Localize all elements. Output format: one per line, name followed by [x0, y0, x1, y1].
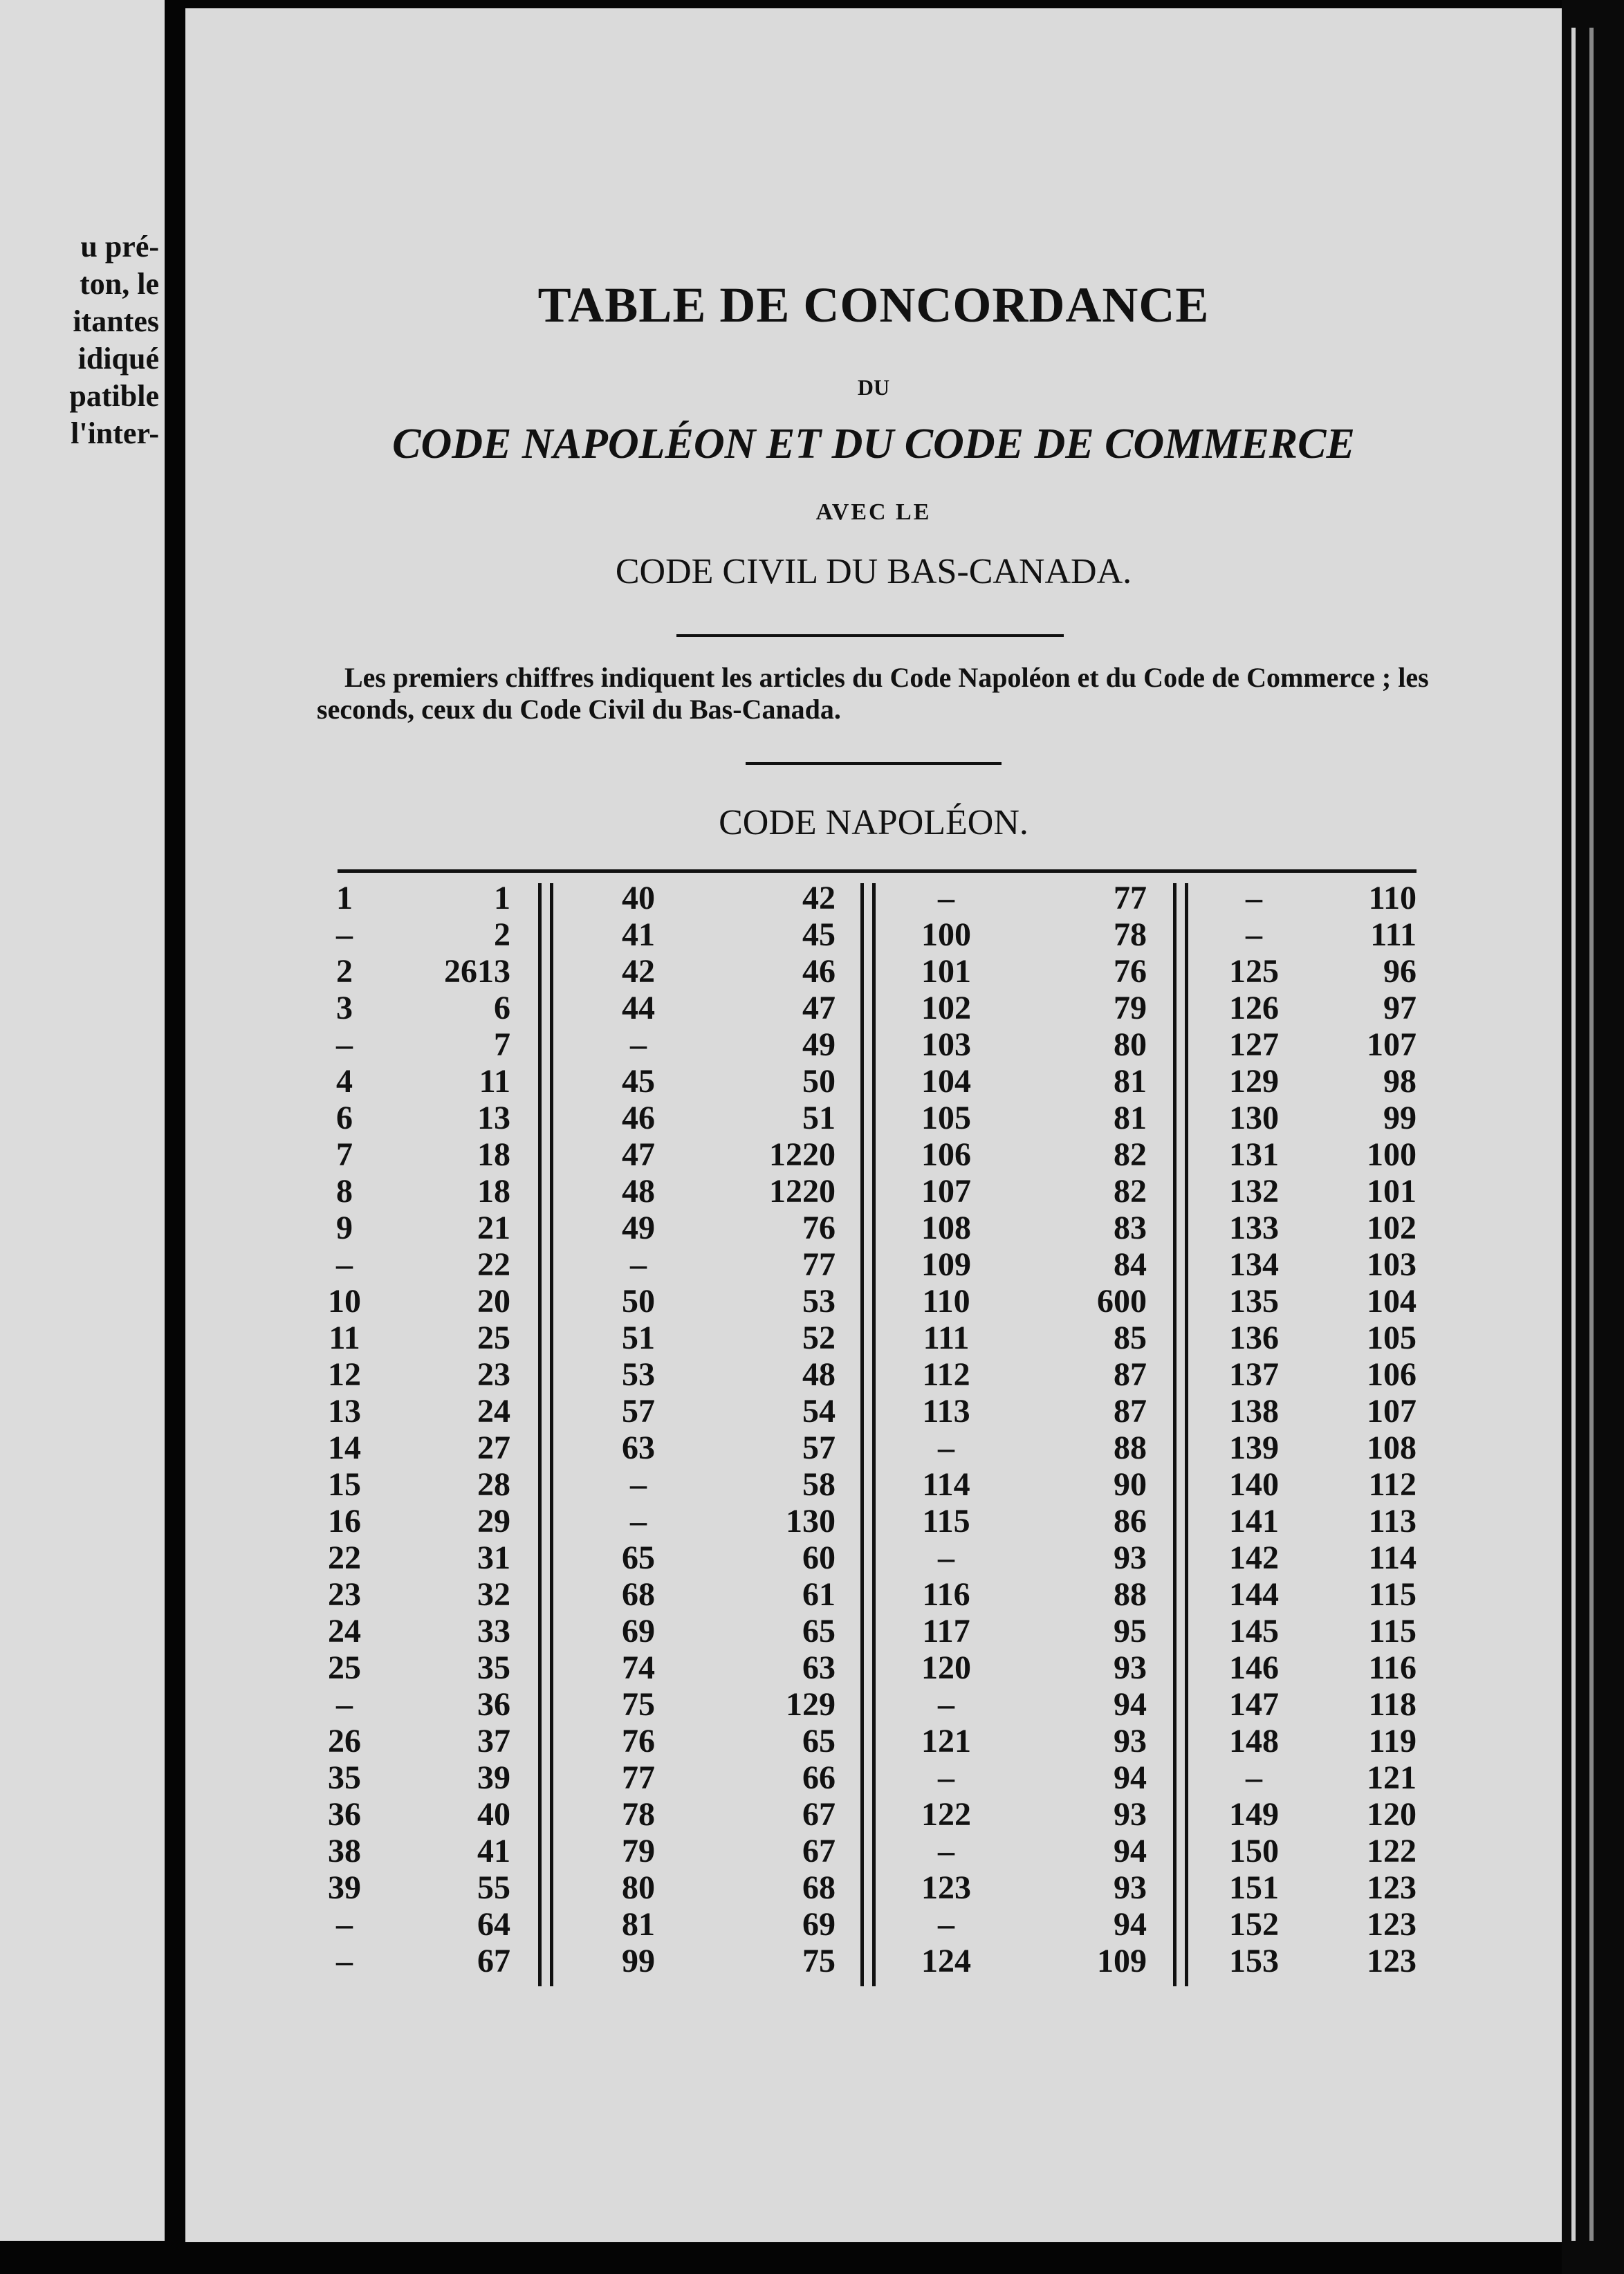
table-cell: 47	[622, 1136, 655, 1173]
title-connector-avec: AVEC LE	[815, 499, 932, 525]
table-cell: 107	[1367, 1393, 1417, 1430]
table-cell: 77	[1114, 880, 1147, 916]
table-cell: 21	[477, 1210, 510, 1246]
table-cell: 13	[328, 1393, 361, 1430]
table-cell: 36	[477, 1686, 510, 1723]
table-cell: 122	[921, 1796, 971, 1833]
page-subtitle: CODE NAPOLÉON ET DU CODE DE COMMERCE	[392, 420, 1355, 468]
table-cell: 46	[622, 1100, 655, 1136]
table-cell: 48	[622, 1173, 655, 1210]
table-cell: 147	[1229, 1686, 1279, 1723]
table-cell: 133	[1229, 1210, 1279, 1246]
table-cell: 80	[1114, 1026, 1147, 1063]
table-cell: –	[336, 1943, 353, 1979]
table-cell: 68	[622, 1576, 655, 1613]
table-cell: 2	[336, 953, 353, 990]
table-cell: 65	[622, 1540, 655, 1576]
table-cell: 132	[1229, 1173, 1279, 1210]
table-cell: 16	[328, 1503, 361, 1540]
table-cell: 40	[622, 880, 655, 916]
table-cell: 93	[1114, 1869, 1147, 1906]
table-cell: 112	[922, 1356, 970, 1393]
table-cell: 82	[1114, 1173, 1147, 1210]
table-cell: 152	[1229, 1906, 1279, 1943]
table-cell: 101	[921, 953, 971, 990]
table-cell: 42	[802, 880, 836, 916]
table-cell: 115	[1368, 1576, 1417, 1613]
table-cell: 1	[494, 880, 510, 916]
table-cell: 7	[494, 1026, 510, 1063]
column-code-napoleon-4	[1219, 880, 1289, 1979]
table-cell: 80	[622, 1869, 655, 1906]
table-cell: 115	[1368, 1613, 1417, 1649]
table-cell: 15	[328, 1466, 361, 1503]
table-cell: 32	[477, 1576, 510, 1613]
table-cell: 103	[1367, 1246, 1417, 1283]
table-cell: 121	[1367, 1759, 1417, 1796]
table-cell: 99	[1383, 1100, 1417, 1136]
table-cell: 113	[922, 1393, 970, 1430]
table-cell: 65	[802, 1613, 836, 1649]
table-cell: 121	[921, 1723, 971, 1759]
table-cell: 108	[1367, 1430, 1417, 1466]
table-cell: 39	[328, 1869, 361, 1906]
table-cell: 39	[477, 1759, 510, 1796]
table-cell: 14	[328, 1430, 361, 1466]
table-cell: 151	[1229, 1869, 1279, 1906]
table-cell: 67	[802, 1796, 836, 1833]
table-cell: 114	[1368, 1540, 1417, 1576]
table-cell: 77	[622, 1759, 655, 1796]
table-cell: –	[938, 1759, 954, 1796]
table-cell: 123	[1367, 1906, 1417, 1943]
title-connector-du: DU	[857, 375, 890, 400]
table-cell: 22	[328, 1540, 361, 1576]
table-cell: 75	[622, 1686, 655, 1723]
table-cell: 100	[1367, 1136, 1417, 1173]
table-cell: 75	[802, 1943, 836, 1979]
table-cell: –	[630, 1026, 647, 1063]
table-cell: 37	[477, 1723, 510, 1759]
table-cell: 48	[802, 1356, 836, 1393]
table-cell: 24	[477, 1393, 510, 1430]
column-separator	[860, 883, 876, 1986]
table-cell: 47	[802, 990, 836, 1026]
table-cell: 4	[336, 1063, 353, 1100]
table-cell: 61	[802, 1576, 836, 1613]
table-cell: 93	[1114, 1540, 1147, 1576]
table-cell: –	[938, 880, 954, 916]
page-title: TABLE DE CONCORDANCE	[537, 277, 1210, 333]
table-cell: 74	[622, 1649, 655, 1686]
table-cell: 51	[802, 1100, 836, 1136]
table-cell: 57	[622, 1393, 655, 1430]
table-cell: 26	[328, 1723, 361, 1759]
previous-page-text: u pré- ton, le itantes idiqué patible l'inter-	[69, 230, 159, 450]
table-cell: 112	[1368, 1466, 1417, 1503]
table-cell: 6	[336, 1100, 353, 1136]
table-cell: 111	[1370, 916, 1417, 953]
table-cell: 25	[477, 1320, 510, 1356]
table-cell: 110	[1368, 880, 1417, 916]
table-cell: 130	[786, 1503, 836, 1540]
table-cell: 11	[329, 1320, 360, 1356]
table-cell: 6	[494, 990, 510, 1026]
table-cell: 124	[921, 1943, 971, 1979]
table-cell: 60	[802, 1540, 836, 1576]
table-cell: –	[1246, 1759, 1262, 1796]
table-cell: 119	[1368, 1723, 1417, 1759]
page-subtitle-2: CODE CIVIL DU BAS-CANADA.	[615, 552, 1132, 591]
table-cell: 114	[922, 1466, 970, 1503]
table-cell: 131	[1229, 1136, 1279, 1173]
table-cell: –	[1246, 880, 1262, 916]
table-cell: 153	[1229, 1943, 1279, 1979]
table-cell: 41	[622, 916, 655, 953]
table-cell: 127	[1229, 1026, 1279, 1063]
table-cell: 85	[1114, 1320, 1147, 1356]
table-cell: 134	[1229, 1246, 1279, 1283]
table-cell: 104	[1367, 1283, 1417, 1320]
table-cell: 44	[622, 990, 655, 1026]
table-cell: 76	[1114, 953, 1147, 990]
table-cell: 68	[802, 1869, 836, 1906]
table-cell: 94	[1114, 1906, 1147, 1943]
table-cell: 3	[336, 990, 353, 1026]
table-cell: 1220	[769, 1173, 836, 1210]
table-cell: 1220	[769, 1136, 836, 1173]
table-cell: 27	[477, 1430, 510, 1466]
table-cell: 150	[1229, 1833, 1279, 1869]
table-cell: 57	[802, 1430, 836, 1466]
table-cell: 104	[921, 1063, 971, 1100]
table-cell: 129	[1229, 1063, 1279, 1100]
previous-page	[0, 0, 165, 2241]
table-cell: 50	[802, 1063, 836, 1100]
table-cell: 93	[1114, 1649, 1147, 1686]
table-cell: 106	[921, 1136, 971, 1173]
table-cell: 88	[1114, 1430, 1147, 1466]
table-cell: 2613	[444, 953, 510, 990]
table-cell: 79	[1114, 990, 1147, 1026]
table-cell: 13	[477, 1100, 510, 1136]
table-cell: 93	[1114, 1723, 1147, 1759]
table-cell: 22	[477, 1246, 510, 1283]
table-cell: 109	[921, 1246, 971, 1283]
table-cell: 123	[1367, 1943, 1417, 1979]
table-cell: 67	[802, 1833, 836, 1869]
table-cell: 65	[802, 1723, 836, 1759]
table-cell: 2	[494, 916, 510, 953]
page	[185, 8, 1562, 2242]
table-cell: 82	[1114, 1136, 1147, 1173]
table-cell: 109	[1097, 1943, 1147, 1979]
table-cell: –	[1246, 916, 1262, 953]
table-cell: 78	[622, 1796, 655, 1833]
table-cell: 116	[922, 1576, 970, 1613]
table-cell: 8	[336, 1173, 353, 1210]
column-separator	[538, 883, 553, 1986]
table-cell: 107	[1367, 1026, 1417, 1063]
table-cell: 49	[622, 1210, 655, 1246]
table-cell: 135	[1229, 1283, 1279, 1320]
table-cell: 100	[921, 916, 971, 953]
table-cell: 93	[1114, 1796, 1147, 1833]
table-cell: 106	[1367, 1356, 1417, 1393]
table-cell: 67	[477, 1943, 510, 1979]
table-cell: 111	[923, 1320, 970, 1356]
table-cell: 33	[477, 1613, 510, 1649]
table-cell: 83	[1114, 1210, 1147, 1246]
table-cell: 113	[1368, 1503, 1417, 1540]
table-cell: 23	[477, 1356, 510, 1393]
table-cell: 120	[921, 1649, 971, 1686]
explanatory-note: Les premiers chiffres indiquent les articles du Code Napoléon et du Code de Commerce ; les seconds, ceux du Code Civil du Bas-Canada.	[317, 662, 1429, 725]
table-cell: 11	[479, 1063, 510, 1100]
table-cell: 53	[622, 1356, 655, 1393]
table-cell: 116	[1368, 1649, 1417, 1686]
table-cell: 142	[1229, 1540, 1279, 1576]
table-cell: 51	[622, 1320, 655, 1356]
table-cell: 63	[802, 1649, 836, 1686]
table-cell: 81	[622, 1906, 655, 1943]
table-cell: 40	[477, 1796, 510, 1833]
table-cell: 139	[1229, 1430, 1279, 1466]
table-cell: 76	[802, 1210, 836, 1246]
column-code-napoleon-3	[912, 880, 981, 1979]
table-cell: –	[630, 1503, 647, 1540]
table-cell: 118	[1368, 1686, 1417, 1723]
table-cell: 18	[477, 1173, 510, 1210]
table-cell: 107	[921, 1173, 971, 1210]
table-cell: 1	[336, 880, 353, 916]
table-cell: 145	[1229, 1613, 1279, 1649]
column-separator	[1173, 883, 1188, 1986]
table-cell: 87	[1114, 1356, 1147, 1393]
table-cell: 102	[1367, 1210, 1417, 1246]
table-cell: 31	[477, 1540, 510, 1576]
column-code-civil-2	[739, 880, 836, 1979]
table-cell: –	[938, 1833, 954, 1869]
table-cell: 84	[1114, 1246, 1147, 1283]
table-cell: 88	[1114, 1576, 1147, 1613]
table-cell: 95	[1114, 1613, 1147, 1649]
table-cell: –	[630, 1466, 647, 1503]
table-cell: 120	[1367, 1796, 1417, 1833]
table-cell: 58	[802, 1466, 836, 1503]
table-cell: 20	[477, 1283, 510, 1320]
table-cell: 102	[921, 990, 971, 1026]
table-cell: 138	[1229, 1393, 1279, 1430]
table-cell: –	[336, 1686, 353, 1723]
table-cell: 123	[1367, 1869, 1417, 1906]
table-cell: 24	[328, 1613, 361, 1649]
table-cell: 69	[622, 1613, 655, 1649]
book-gutter	[165, 0, 185, 2274]
table-cell: 50	[622, 1283, 655, 1320]
table-cell: 117	[922, 1613, 970, 1649]
table-cell: 42	[622, 953, 655, 990]
table-cell: 78	[1114, 916, 1147, 953]
table-cell: 38	[328, 1833, 361, 1869]
table-cell: 69	[802, 1906, 836, 1943]
table-cell: 7	[336, 1136, 353, 1173]
table-cell: 35	[328, 1759, 361, 1796]
table-cell: 66	[802, 1759, 836, 1796]
table-cell: 25	[328, 1649, 361, 1686]
column-code-napoleon-1	[324, 880, 365, 1979]
table-cell: 49	[802, 1026, 836, 1063]
table-cell: 140	[1229, 1466, 1279, 1503]
table-cell: 45	[622, 1063, 655, 1100]
table-cell: 98	[1383, 1063, 1417, 1100]
table-cell: –	[938, 1540, 954, 1576]
column-code-civil-4	[1327, 880, 1417, 1979]
right-page-edge	[1562, 0, 1624, 2274]
table-cell: 52	[802, 1320, 836, 1356]
table-cell: –	[336, 1906, 353, 1943]
table-cell: 110	[922, 1283, 970, 1320]
table-cell: 130	[1229, 1100, 1279, 1136]
table-cell: 97	[1383, 990, 1417, 1026]
table-cell: 12	[328, 1356, 361, 1393]
table-cell: 126	[1229, 990, 1279, 1026]
table-cell: –	[938, 1686, 954, 1723]
table-cell: 129	[786, 1686, 836, 1723]
table-cell: 99	[622, 1943, 655, 1979]
table-cell: 94	[1114, 1759, 1147, 1796]
table-cell: 77	[802, 1246, 836, 1283]
table-cell: 41	[477, 1833, 510, 1869]
table-cell: –	[336, 1026, 353, 1063]
table-cell: 137	[1229, 1356, 1279, 1393]
column-code-civil-1	[414, 880, 510, 1979]
table-cell: 36	[328, 1796, 361, 1833]
table-cell: 28	[477, 1466, 510, 1503]
table-cell: 122	[1367, 1833, 1417, 1869]
table-cell: 96	[1383, 953, 1417, 990]
table-cell: 86	[1114, 1503, 1147, 1540]
table-cell: 101	[1367, 1173, 1417, 1210]
table-cell: –	[938, 1906, 954, 1943]
table-cell: 136	[1229, 1320, 1279, 1356]
column-code-napoleon-2	[607, 880, 670, 1979]
table-cell: 29	[477, 1503, 510, 1540]
table-cell: 55	[477, 1869, 510, 1906]
table-cell: 148	[1229, 1723, 1279, 1759]
table-cell: 54	[802, 1393, 836, 1430]
table-cell: 105	[1367, 1320, 1417, 1356]
table-cell: 144	[1229, 1576, 1279, 1613]
table-cell: 146	[1229, 1649, 1279, 1686]
table-cell: 105	[921, 1100, 971, 1136]
table-cell: 45	[802, 916, 836, 953]
table-cell: 63	[622, 1430, 655, 1466]
table-cell: 90	[1114, 1466, 1147, 1503]
table-cell: 149	[1229, 1796, 1279, 1833]
table-cell: 53	[802, 1283, 836, 1320]
table-cell: 79	[622, 1833, 655, 1869]
table-cell: 23	[328, 1576, 361, 1613]
table-cell: 76	[622, 1723, 655, 1759]
table-cell: 46	[802, 953, 836, 990]
table-cell: 10	[328, 1283, 361, 1320]
table-cell: –	[336, 916, 353, 953]
table-cell: –	[336, 1246, 353, 1283]
divider-middle	[746, 762, 1002, 765]
table-cell: 141	[1229, 1503, 1279, 1540]
table-cell: 9	[336, 1210, 353, 1246]
table-cell: 108	[921, 1210, 971, 1246]
table-cell: 94	[1114, 1686, 1147, 1723]
table-cell: 123	[921, 1869, 971, 1906]
table-cell: 81	[1114, 1063, 1147, 1100]
table-cell: –	[630, 1246, 647, 1283]
column-code-civil-3	[1057, 880, 1147, 1979]
table-cell: 64	[477, 1906, 510, 1943]
table-cell: 81	[1114, 1100, 1147, 1136]
table-cell: 87	[1114, 1393, 1147, 1430]
divider-top	[676, 634, 1064, 637]
table-cell: 103	[921, 1026, 971, 1063]
table-cell: 115	[922, 1503, 970, 1540]
table-cell: 18	[477, 1136, 510, 1173]
table-top-rule	[338, 869, 1417, 873]
table-cell: 35	[477, 1649, 510, 1686]
section-title: CODE NAPOLÉON.	[719, 803, 1028, 842]
table-cell: 94	[1114, 1833, 1147, 1869]
table-cell: 600	[1097, 1283, 1147, 1320]
table-cell: –	[938, 1430, 954, 1466]
table-cell: 125	[1229, 953, 1279, 990]
